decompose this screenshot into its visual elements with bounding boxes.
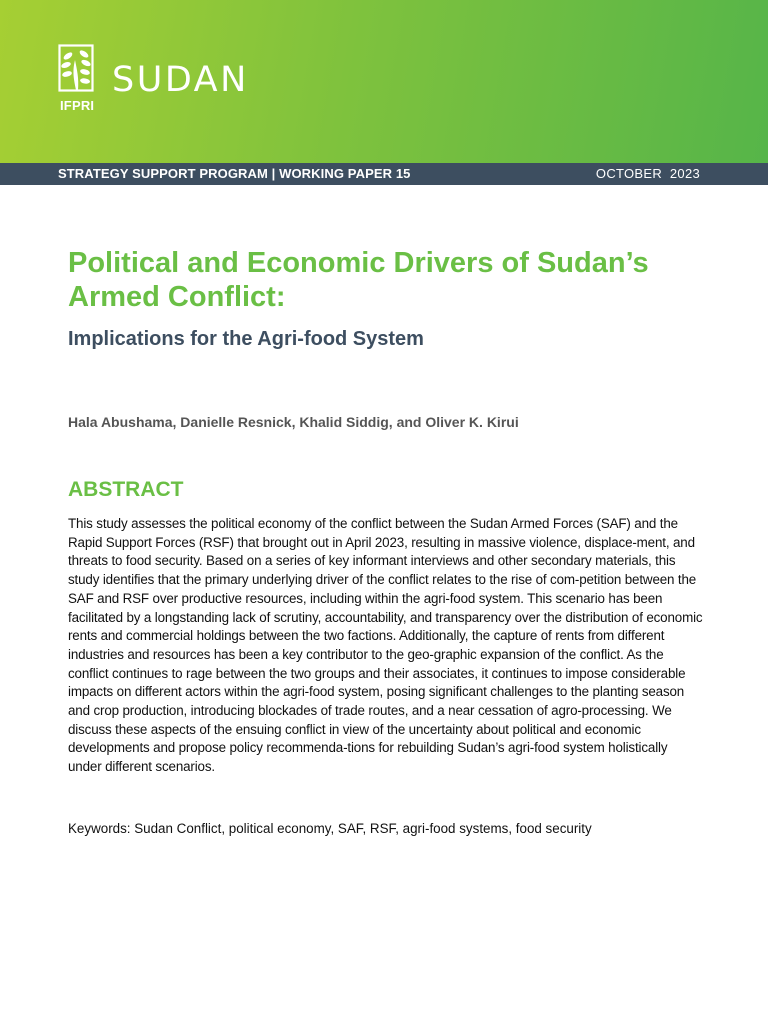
page-subtitle: Implications for the Agri-food System	[68, 328, 424, 350]
authors-line: Hala Abushama, Danielle Resnick, Khalid Siddig, and Oliver K. Kirui	[68, 414, 519, 430]
abstract-heading: ABSTRACT	[68, 478, 184, 501]
program-label: STRATEGY SUPPORT PROGRAM | WORKING PAPER 15	[58, 166, 411, 181]
header-banner	[0, 0, 768, 163]
abstract-body: This study assesses the political economy of the conflict between the Sudan Armed Forces (SAF) and the Rapid Support Forces (RSF) that brought out in April 2023, resulting in massive violence, displace-ment, and threats to food security. Based on a series of key informant interviews and other secondary materials, this study identifies that the primary underlying driver of the conflict relates to the rise of com-petition between the SAF and RSF over productive resources, including within the agri-food system. This scenario has been facilitated by a longstanding lack of scrutiny, accountability, and transparency over the distribution of economic rents and commercial holdings between the two factions. Additionally, the capture of rents from different industries and resources has been a key contributor to the geo-graphic expansion of the conflict. As the conflict continues to rage between the two groups and their associates, it continues to impose considerable impacts on different actors within the agri-food system, posing significant challenges to the planting season and crop production, introducing blockades of trade routes, and a near cessation of agro-processing. We discuss these aspects of the ensuing conflict in view of the uncertainty about political and economic developments and propose policy recommenda-tions for rebuilding Sudan’s agri-food system holistically under different scenarios.	[68, 516, 703, 775]
country-brand: SUDAN	[112, 60, 249, 100]
publication-date: OCTOBER 2023	[595, 166, 700, 181]
logo-text: IFPRI	[60, 98, 95, 113]
page-title: Political and Economic Drivers of Sudan’s Armed Conflict:	[68, 247, 649, 313]
program-band	[0, 163, 768, 185]
keywords-line: Keywords: Sudan Conflict, political economy, SAF, RSF, agri-food systems, food security	[68, 821, 592, 836]
